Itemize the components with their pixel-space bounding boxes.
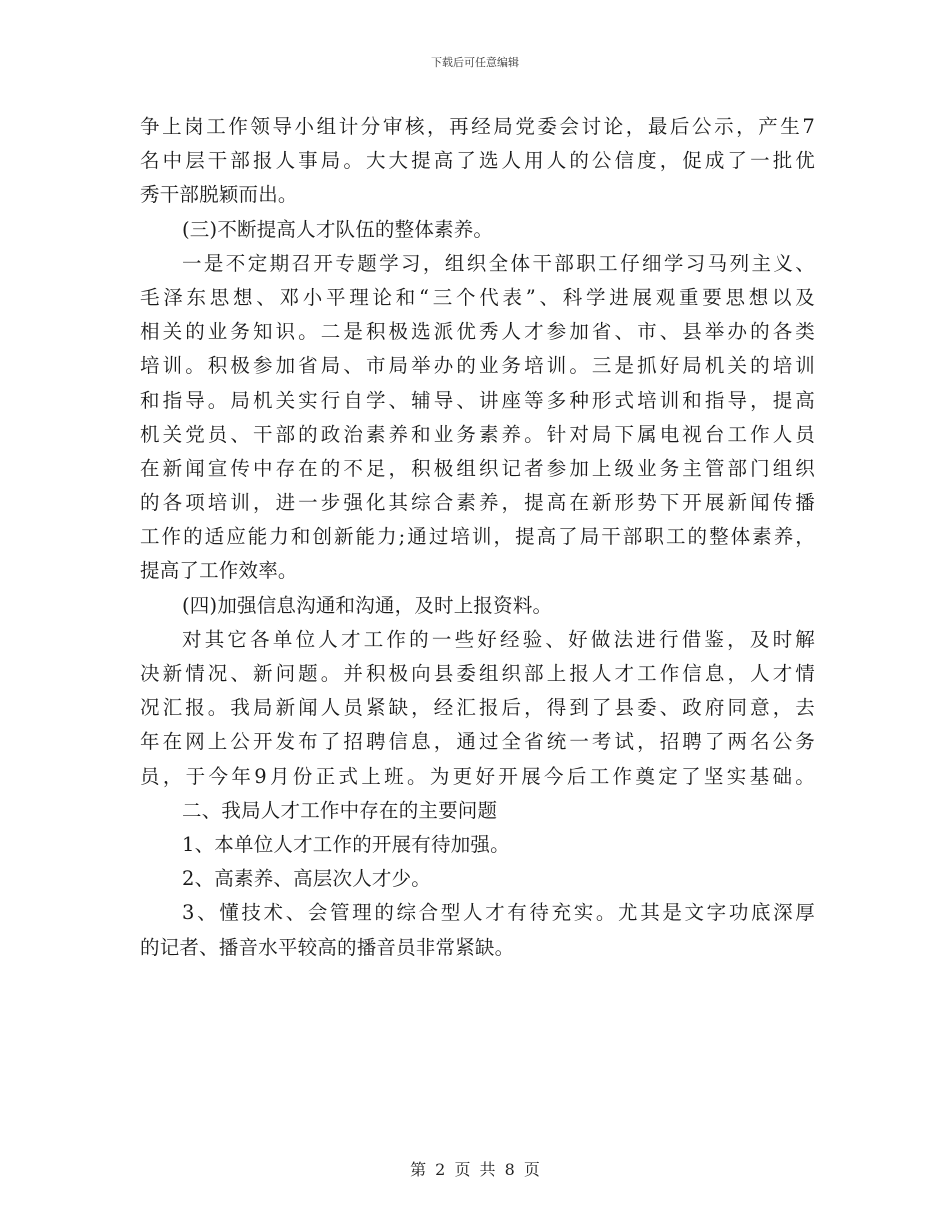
- text-line: 员，于今年9月份正式上班。为更好开展今后工作奠定了坚实基础。: [140, 764, 815, 788]
- list-item: 2、高素养、高层次人才少。: [182, 867, 432, 891]
- text-line: 相关的业务知识。二是积极选派优秀人才参加省、市、县举办的各类: [140, 320, 815, 344]
- text-line: 对其它各单位人才工作的一些好经验、好做法进行借鉴，及时解: [182, 627, 815, 651]
- section-heading: (四)加强信息沟通和沟通，及时上报资料。: [182, 593, 553, 617]
- text-line: 年在网上公开发布了招聘信息，通过全省统一考试，招聘了两名公务: [140, 730, 815, 754]
- text-line: 提高了工作效率。: [140, 559, 298, 583]
- text-line: 和指导。局机关实行自学、辅导、讲座等多种形式培训和指导，提高: [140, 388, 815, 412]
- page-header: 下载后可任意编辑: [431, 56, 519, 69]
- text-line: 的记者、播音水平较高的播音员非常紧缺。: [140, 935, 515, 959]
- text-line: 一是不定期召开专题学习，组织全体干部职工仔细学习马列主义、: [182, 251, 815, 275]
- text-line: 名中层干部报人事局。大大提高了选人用人的公信度，促成了一批优: [140, 149, 815, 173]
- text-line: 秀干部脱颖而出。: [140, 183, 298, 207]
- text-line: 的各项培训，进一步强化其综合素养，提高在新形势下开展新闻传播: [140, 491, 815, 515]
- text-line: 培训。积极参加省局、市局举办的业务培训。三是抓好局机关的培训: [140, 354, 815, 378]
- text-line: 毛泽东思想、邓小平理论和“三个代表”、科学进展观重要思想以及: [140, 285, 815, 309]
- list-item: 3、懂技术、会管理的综合型人才有待充实。尤其是文字功底深厚: [182, 901, 815, 925]
- text-line: 工作的适应能力和创新能力;通过培训，提高了局干部职工的整体素养，: [140, 525, 815, 549]
- text-line: 在新闻宣传中存在的不足，积极组织记者参加上级业务主管部门组织: [140, 456, 815, 480]
- list-item: 1、本单位人才工作的开展有待加强。: [182, 832, 510, 856]
- page-footer: 第 2 页 共 8 页: [410, 1160, 540, 1179]
- document-body: [140, 110, 815, 965]
- section-heading: (三)不断提高人才队伍的整体素养。: [182, 217, 494, 241]
- text-line: 决新情况、新问题。并积极向县委组织部上报人才工作信息，人才情: [140, 662, 815, 685]
- text-line: 争上岗工作领导小组计分审核，再经局党委会讨论，最后公示，产生7: [140, 115, 815, 138]
- text-line: 机关党员、干部的政治素养和业务素养。针对局下属电视台工作人员: [140, 422, 815, 446]
- section-heading: 二、我局人才工作中存在的主要问题: [182, 798, 498, 822]
- text-line: 况汇报。我局新闻人员紧缺，经汇报后，得到了县委、政府同意，去: [140, 696, 815, 720]
